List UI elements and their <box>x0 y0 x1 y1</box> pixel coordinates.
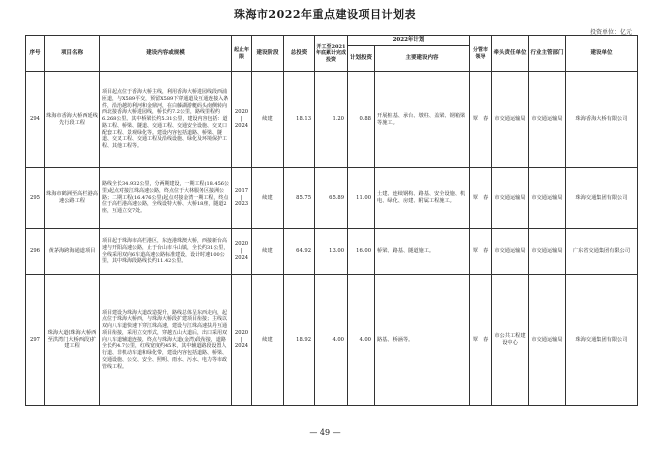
row-leader: 覃 春 <box>470 168 492 229</box>
row-name: 珠海市鹤洲至高栏港高速公路工程 <box>45 168 100 229</box>
row-plan: 16.00 <box>348 229 375 275</box>
row-stage: 续建 <box>252 275 284 406</box>
row-builder: 珠海交通集团有限公司 <box>566 275 638 406</box>
row-dept: 市公共工程建设中心 <box>492 275 529 406</box>
row-years: 2020 | 2024 <box>232 72 252 168</box>
row-dept: 市交通运输局 <box>492 168 529 229</box>
row-main: 土建、连续钢构、路基、安全设施、机电、绿化、房建、附属工程施工。 <box>375 168 470 229</box>
row-start: 2020 <box>234 241 249 248</box>
row-end: 2024 <box>234 254 249 261</box>
row-start: 2020 <box>234 109 249 116</box>
row-name: 珠海大道(珠海大桥西至洪湾门大桥西段)扩建工程 <box>45 275 100 406</box>
table-row <box>26 229 638 275</box>
row-end: 2024 <box>234 343 249 350</box>
row-years: 2017 | 2023 <box>232 168 252 229</box>
header-industry: 行业主管部门 <box>529 36 566 72</box>
header-cum-invest: 开工至2021年底累计完成投资 <box>315 36 348 72</box>
header-builder: 建设单位 <box>566 36 638 72</box>
row-industry: 市交通运输局 <box>529 275 566 406</box>
row-years: 2020 | 2024 <box>232 275 252 406</box>
unit-label: 投资单位：亿元 <box>589 29 632 36</box>
row-industry: 市交通运输局 <box>529 72 566 168</box>
row-end: 2024 <box>234 122 249 129</box>
row-content: 路线全长34.932公里，分两期建设，一期工程(18.456公里)起点对接江珠高速公路，终点位于大林服务区接洲公路；二期工程(16.476公里)起点对接金湾一期工程，终点位于高栏港高速公路，全线设特大桥、大桥18座，隧道2座，互通立交7处。 <box>100 168 232 229</box>
row-total: 18.92 <box>284 275 315 406</box>
row-years: 2020 | 2024 <box>232 229 252 275</box>
row-seq: 294 <box>26 72 45 168</box>
table-row <box>26 72 638 168</box>
row-industry: 市交通运输局 <box>529 168 566 229</box>
row-plan: 0.88 <box>348 72 375 168</box>
header-start-end: 起止年限 <box>232 36 252 72</box>
row-end: 2023 <box>234 201 249 208</box>
row-content: 项目起点位于香海大桥主线，利用香海大桥进园线段西浦匝道，与X589平交，预留X589下穿通道及互通连接入条件，沿治越坊利河和金鼎河，在白藤湖游艇码头南侧转向西北接香海大桥进园线，桥长约7.2公里，路线里程约6.268公里。其中桥梁长约5.31公里，建设内容包括：道路工程、桥梁、隧道、交通工程、交通安全设施、交叉口配套工程、景观绿化等。建设内容包括道路、桥梁、隧道、交叉工程、交通工程及沿线设施、绿化及环境保护工程、其他工程等。 <box>100 72 232 168</box>
table-row <box>26 275 638 406</box>
row-content: 项目起于珠海市高栏港区，东连港珠澳大桥，西接新台高速与开阳高速公路，止于台山市斗山镇，全长约31公里，全线采用双向6车道高速公路标准建设，设计时速100公里，其中珠海段路线长约11.42公里。 <box>100 229 232 275</box>
row-cum: 1.20 <box>315 72 348 168</box>
row-cum: 13.00 <box>315 229 348 275</box>
row-main: 开展桩基、承台、墩柱、盖梁、钢箱梁等施工。 <box>375 72 470 168</box>
row-builder: 珠海交通集团有限公司 <box>566 168 638 229</box>
table-row <box>26 168 638 229</box>
row-main: 桥梁、路基、隧道施工。 <box>375 229 470 275</box>
row-builder: 珠海香海大桥有限公司 <box>566 72 638 168</box>
row-builder: 广东省交通集团有限公司 <box>566 229 638 275</box>
header-seq: 序号 <box>26 36 45 72</box>
header-name: 项目名称 <box>45 36 100 72</box>
row-leader: 覃 春 <box>470 229 492 275</box>
row-name: 黄茅海跨海通道项目 <box>45 229 100 275</box>
row-stage: 续建 <box>252 168 284 229</box>
row-seq: 295 <box>26 168 45 229</box>
header-leader: 分管市领导 <box>470 36 492 72</box>
row-leader: 覃 春 <box>470 72 492 168</box>
row-cum: 65.89 <box>315 168 348 229</box>
row-total: 85.75 <box>284 168 315 229</box>
row-start: 2020 <box>234 329 249 336</box>
row-name: 珠海市香海大桥西延线先行段工程 <box>45 72 100 168</box>
page-title: 珠海市2022年重点建设项目计划表 <box>233 8 417 21</box>
row-total: 64.92 <box>284 229 315 275</box>
row-start: 2017 <box>234 187 249 194</box>
header-main-content: 主要建设内容 <box>375 46 470 72</box>
row-stage: 续建 <box>252 229 284 275</box>
header-stage: 建设阶段 <box>252 36 284 72</box>
header-content: 建设内容或规模 <box>100 36 232 72</box>
header-plan-group: 2022年计划 <box>348 36 470 46</box>
row-plan: 11.00 <box>348 168 375 229</box>
row-main: 路基、桥涵等。 <box>375 275 470 406</box>
header-dept: 牵头责任单位 <box>492 36 529 72</box>
project-plan-table <box>25 35 638 406</box>
row-cum: 4.00 <box>315 275 348 406</box>
row-leader: 覃 春 <box>470 275 492 406</box>
header-plan-invest: 计划投资 <box>348 46 375 72</box>
row-seq: 296 <box>26 229 45 275</box>
row-plan: 4.00 <box>348 275 375 406</box>
row-dept: 市交通运输局 <box>492 229 529 275</box>
row-dept: 市交通运输局 <box>492 72 529 168</box>
row-stage: 续建 <box>252 72 284 168</box>
row-industry: 市交通运输局 <box>529 229 566 275</box>
page-number: — 49 — <box>309 428 341 437</box>
row-seq: 297 <box>26 275 45 406</box>
row-total: 18.13 <box>284 72 315 168</box>
row-content: 项目建设为珠海大道改造提升，路线总体呈东西走向，起点位于珠海大桥西，与珠海大桥段扩建项目衔接；主线以双向八车道快速下穿江珠高速，建设与江珠高速扶丹互通项目衔接，采用立交形式，穿越五山大道后，出口采用双向八车道辅道连接，终点与珠海大道(金湾)段衔接，道路全长约4.7公里，红线宽度约45米，其中辅道路段设置人行道、非机动车道和绿化带，建设内容包括道路、桥梁、交通设施、公交、安全、照明、雨水、污水、电力等市政管线工程。 <box>100 275 232 406</box>
header-total: 总投资 <box>284 36 315 72</box>
